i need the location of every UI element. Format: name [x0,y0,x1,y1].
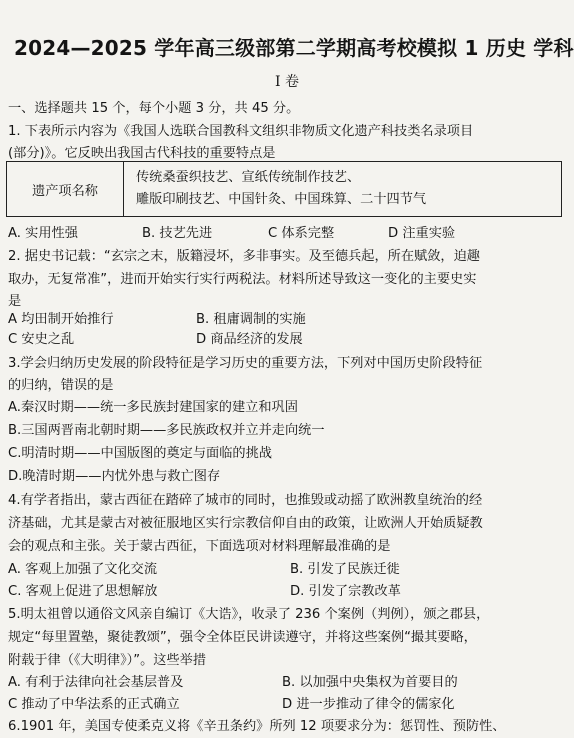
heritage-items-line2: 雕版印刷技艺、中国针灸、中国珠算、二十四节气 [136,192,427,207]
q1-option-a: A. 实用性强 [8,226,78,241]
q1-option-c: C 体系完整 [268,226,335,241]
q3-stem-line1: 3.学会归纳历史发展的阶段特征是学习历史的重要方法，下列对中国历史阶段特征 [8,356,483,371]
q6-stem-line1: 6.1901 年，美国专使柔克义将《辛丑条约》所列 12 项要求分为：惩罚性、预防性、 [8,719,506,734]
q4-stem-line1: 4.有学者指出，蒙古西征在踏碎了城市的同时，也推毁或动摇了欧洲教皇统治的经 [8,493,483,508]
q5-option-d: D 进一步推动了律令的儒家化 [282,697,455,712]
exam-title: 2024—2025 学年高三级部第二学期高考校模拟 1 历史 学科 [14,36,574,60]
q4-option-d: D. 引发了宗教改革 [290,584,401,599]
q4-option-a: A. 客观上加强了文化交流 [8,562,158,577]
heritage-table [6,161,562,217]
q4-option-b: B. 引发了民族迁徙 [290,562,400,577]
heritage-table-items [124,162,562,217]
heritage-items-line1: 传统桑蚕织技艺、宣纸传统制作技艺、 [136,170,361,185]
q2-option-b: B. 租庸调制的实施 [196,312,306,327]
q5-option-a: A. 有利于法律向社会基层普及 [8,675,184,690]
q3-option-c: C.明清时期——中国版图的奠定与面临的挑战 [8,446,272,461]
q2-option-a: A 均田制开始推行 [8,312,114,327]
q1-stem-line1: 1. 下表所示内容为《我国人选联合国教科文组织非物质文化遗产科技类名录项目 [8,124,474,139]
q1-option-b: B. 技艺先进 [142,226,213,241]
q3-option-d: D.晚清时期——内忧外患与救亡图存 [8,469,221,484]
q3-stem-line2: 的归纳，错误的是 [8,378,114,393]
q5-stem-line3: 附载于律（《大明律》）”。这些举措 [8,653,207,668]
q5-stem-line2: 规定“每里置塾，聚徒教颂”，强令全体臣民讲读遵守，并将这些案例“撮其要略， [8,630,477,645]
paper-section-label: I 卷 [275,74,299,90]
q2-option-d: D 商品经济的发展 [196,332,303,347]
q4-stem-line3: 会的观点和主张。关于蒙古西征，下面选项对材料理解最准确的是 [8,539,391,554]
q2-stem-line1: 2. 据史书记载：“玄宗之末，版籍浸坏，多非事实。及至德兵起，所在赋敛，迫趣 [8,249,480,264]
q4-option-c: C. 客观上促进了思想解放 [8,584,158,599]
q2-stem-line3: 是 [8,294,22,309]
q2-option-c: C 安史之乱 [8,332,75,347]
q4-stem-line2: 济基础，尤其是蒙古对被征服地区实行宗教信仰自由的政策，让欧洲人开始质疑教 [8,516,483,531]
q3-option-b: B.三国两晋南北朝时期——多民族政权并立并走向统一 [8,423,325,438]
q3-option-a: A.秦汉时期——统一多民族封建国家的建立和巩固 [8,400,298,415]
heritage-table-label: 遗产项名称 [7,162,124,217]
q5-option-c: C 推动了中华法系的正式确立 [8,697,180,712]
q5-stem-line1: 5.明太祖曾以通俗文风亲自编订《大诰》，收录了 236 个案例（判例），颁之郡县， [8,607,490,622]
q1-stem-line2: (部分)》。它反映出我国古代科技的重要特点是 [8,146,276,161]
q2-stem-line2: 取办，无复常准”，进而开始实行实行两税法。材料所述导致这一变化的主要史实 [8,272,477,287]
section-heading: 一、选择题共 15 个，每个小题 3 分，共 45 分。 [8,101,300,116]
q5-option-b: B. 以加强中央集权为首要目的 [282,675,458,690]
q1-option-d: D 注重实验 [388,226,456,241]
